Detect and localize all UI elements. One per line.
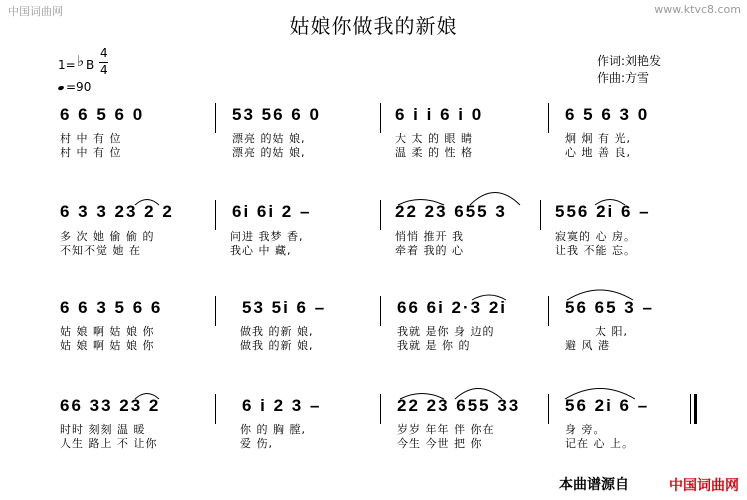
- site-watermark-top-left: 中国词曲网: [8, 5, 63, 18]
- slur-arc: [398, 200, 444, 206]
- key-label: 1=: [58, 58, 76, 72]
- row4-measure4-notes: 56 2i 6 –: [565, 396, 650, 415]
- song-title: 姑娘你做我的新娘: [289, 14, 458, 38]
- flat-icon: ♭: [77, 52, 85, 70]
- row3-measure2-lyric1: 做我 的新 娘,: [240, 325, 314, 338]
- row1-measure2-lyric2: 漂亮 的姑 娘,: [232, 146, 306, 159]
- row4-measure3-lyric2: 今生 今世 把 你: [397, 437, 483, 450]
- row4-measure3-lyric1: 岁岁 年年 伴 你在: [397, 423, 495, 436]
- row4-measure2-lyric2: 爱 伤,: [240, 437, 273, 450]
- row2-measure3-lyric2: 牵着 我的 心: [395, 244, 464, 257]
- row2-measure1-lyric1: 多 次 她 偷 偷 的: [60, 230, 155, 243]
- meter-bottom: 4: [100, 63, 108, 77]
- site-url-top-right: www.ktvc8.com: [654, 3, 741, 16]
- row3-measure4-lyric1: 太 阳,: [595, 325, 628, 338]
- row4-measure1-notes: 66 33 23 2: [60, 396, 161, 415]
- row4-measure4-lyric1: 身 旁。: [565, 423, 606, 436]
- row2-measure3-notes: 22 23 655 3: [395, 202, 507, 221]
- slur-arc: [567, 290, 633, 300]
- row1-measure2-lyric1: 漂亮 的姑 娘,: [232, 132, 306, 145]
- row4-measure3-notes: 22 23 655 33: [397, 396, 521, 415]
- slur-arc: [135, 394, 159, 400]
- row1-measure3-lyric2: 温 柔 的 性 格: [395, 146, 473, 159]
- row3-measure2-notes: 53 5i 6 –: [242, 298, 327, 317]
- slur-arc: [595, 200, 625, 206]
- row1-measure4-notes: 6 5 6 3 0: [565, 105, 650, 124]
- row3-measure3-lyric2: 我就 是 你 的: [397, 339, 471, 352]
- slur-arc: [455, 389, 502, 400]
- slur-arc: [472, 295, 506, 300]
- lyricist-credit: 作词:刘艳发: [597, 54, 662, 68]
- row3-measure4-lyric2: 避 风 港: [565, 339, 610, 352]
- key-note: B: [86, 58, 95, 72]
- row2-measure4-notes: 556 2i 6 –: [555, 202, 651, 221]
- row4-measure4-lyric2: 记在 心 上。: [565, 437, 634, 450]
- slur-arc: [565, 389, 635, 400]
- row2-measure3-lyric1: 悄悄 推开 我: [395, 230, 464, 243]
- row3-measure1-notes: 6 6 3 5 6 6: [60, 298, 163, 317]
- row1-measure1-notes: 6 6 5 6 0: [60, 105, 145, 124]
- row4-measure2-lyric1: 你 的 胸 膛,: [240, 423, 306, 436]
- row3-measure1-lyric1: 姑 娘 啊 姑 娘 你: [60, 325, 155, 338]
- row3-measure1-lyric2: 姑 娘 啊 姑 娘 你: [60, 339, 155, 352]
- row2-measure2-lyric1: 问进 我梦 香,: [230, 230, 304, 243]
- row2-measure4-lyric2: 让我 不能 忘。: [555, 244, 636, 257]
- row2-measure1-lyric2: 不知不觉 她 在: [60, 244, 141, 257]
- row1-measure3-notes: 6 i i 6 i 0: [395, 105, 484, 124]
- row1-measure4-lyric1: 炯 炯 有 光,: [565, 132, 631, 145]
- row1-measure2-notes: 53 56 6 0: [232, 105, 321, 124]
- row2-measure4-lyric1: 寂寞的 心 房。: [555, 230, 636, 243]
- slur-arc: [400, 394, 444, 400]
- row3-measure3-notes: 66 6i 2·3 2i: [397, 298, 508, 317]
- source-site-link[interactable]: 中国词曲网: [669, 478, 739, 494]
- row1-measure3-lyric1: 大 太 的 眼 睛: [395, 132, 473, 145]
- row3-measure4-notes: 56 65 3 –: [565, 298, 654, 317]
- source-label: 本曲谱源自: [559, 477, 629, 493]
- row3-measure3-lyric1: 我就 是你 身 边的: [397, 325, 495, 338]
- composer-credit: 作曲:方雪: [597, 71, 650, 85]
- slur-arc: [135, 200, 159, 206]
- row2-measure2-notes: 6i 6i 2 –: [232, 202, 312, 221]
- row4-measure1-lyric1: 时时 刻刻 温 暖: [60, 423, 146, 436]
- tempo-value: =90: [66, 80, 92, 94]
- row2-measure2-lyric2: 我心 中 藏,: [230, 244, 292, 257]
- slur-arc: [470, 193, 520, 206]
- row3-measure2-lyric2: 做我 的新 娘,: [240, 339, 314, 352]
- row1-measure4-lyric2: 心 地 善 良,: [565, 146, 631, 159]
- row1-measure1-lyric1: 村 中 有 位: [60, 132, 122, 145]
- row4-measure2-notes: 6 i 2 3 –: [242, 396, 322, 415]
- row2-measure1-notes: 6 3 3 23 2 2: [60, 202, 174, 221]
- meter-top: 4: [100, 46, 108, 60]
- row4-measure1-lyric2: 人生 路上 不 让你: [60, 437, 158, 450]
- row1-measure1-lyric2: 村 中 有 位: [60, 146, 122, 159]
